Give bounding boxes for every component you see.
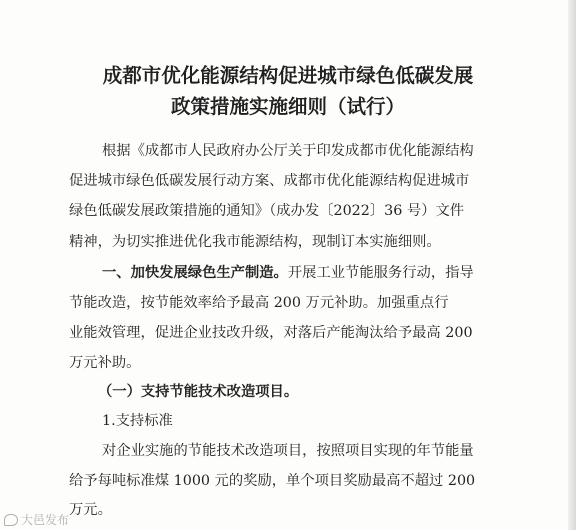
section-1-line-4: 万元补助。 [69, 355, 141, 371]
chat-bubble-icon [4, 514, 18, 526]
intro-line-2: 促进城市绿色低碳发展行动方案、成都市优化能源结构促进城市 [69, 173, 470, 189]
section-1-heading: 一、加快发展绿色生产制造。 [102, 265, 288, 281]
document-title-line-2: 政策措施实施细则（试行） [170, 95, 405, 118]
item-1-body-line-2: 给予每吨标准煤 1000 元的奖励，单个项目奖励最高不超过 200 [69, 473, 476, 489]
item-1-heading: 1.支持标准 [102, 413, 173, 429]
section-1-first-line-text: 开展工业节能服务行动，指导 [287, 265, 474, 281]
document-title-line-1: 成都市优化能源结构促进城市绿色低碳发展 [102, 64, 474, 87]
watermark-text: 大邑发布 [21, 513, 70, 527]
item-1-body-line-1: 对企业实施的节能技术改造项目，按照项目实现的年节能量 [102, 443, 474, 459]
item-1-body-line-3: 万元。 [69, 502, 112, 518]
section-1-line-3: 业能效管理，促进企业技改升级，对落后产能淘汰给予最高 200 [69, 325, 473, 341]
intro-line-1: 根据《成都市人民政府办公厅关于印发成都市优化能源结构 [102, 143, 474, 159]
watermark [4, 511, 69, 528]
intro-line-3: 绿色低碳发展政策措施的通知》（成办发〔2022〕36 号）文件 [69, 203, 465, 219]
subsection-1-heading: （一）支持节能技术改造项目。 [98, 384, 299, 400]
intro-line-4: 精神，为切实推进优化我市能源结构，现制订本实施细则。 [69, 234, 441, 250]
section-1-first-line [102, 262, 474, 282]
section-1-line-2: 节能改造，按节能效率给予最高 200 万元补助。加强重点行 [69, 295, 449, 311]
